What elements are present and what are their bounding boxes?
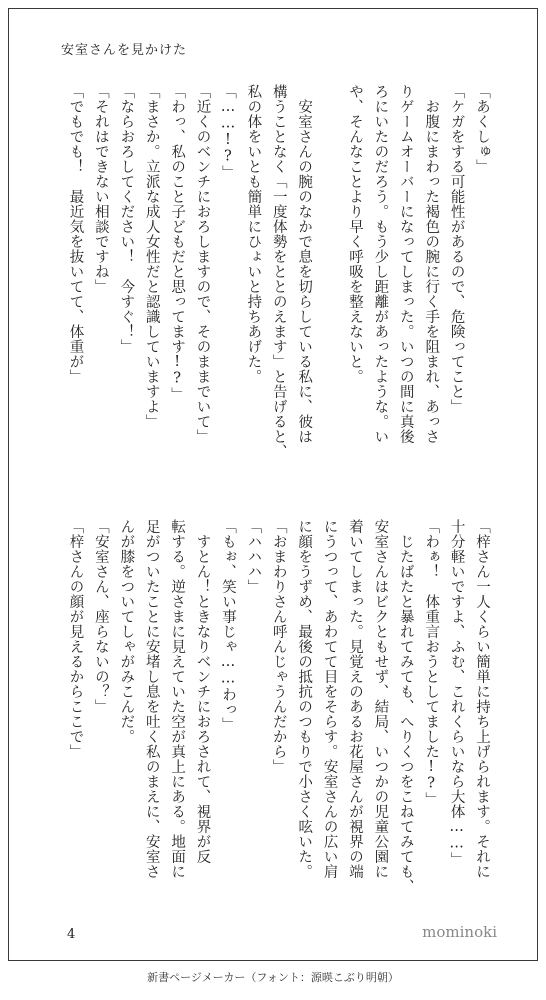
text-column: 「わっ、私のこと子どもだと思ってます!?」 — [169, 84, 186, 402]
text-column: 「ケガをする可能性があるので、危険ってこと」 — [448, 84, 465, 414]
book-page — [8, 8, 538, 961]
text-column: 「あくしゅ」 — [474, 84, 490, 174]
text-column: すとん！ときなりベンチにおろされて、視界が反 — [194, 519, 211, 864]
top-text-block — [57, 84, 489, 484]
text-column: 「ならおろしてください！ 今すぐ！」 — [118, 84, 135, 354]
text-column: 「安室さん、座らないの？」 — [92, 519, 109, 714]
text-column: りゲームオーバーになってしまった。いつの間に真後 — [397, 84, 414, 444]
text-column: 転する。逆さまに見えていた空が真上にある。地面に — [169, 519, 186, 879]
text-column: じたばたと暴れてみても、へりくつをこねてみても、 — [397, 519, 414, 894]
text-column: にうつって、あわてて目をそらす。安室さんの広い肩 — [321, 519, 338, 879]
text-column: ろにいたのだろう。もう少し距離があったような。い — [372, 84, 389, 444]
text-column: 「それはできない相談ですね」 — [92, 84, 109, 294]
text-column: 構うことなく「一度体勢をととのえます」と告げると、 — [270, 84, 287, 459]
text-column: 「梓さんの顔が見えるからここで」 — [67, 519, 84, 759]
text-column: 足がついたことに安堵し息を吐く私のまえに、安室さ — [143, 519, 160, 879]
text-column: 着いてしまった。見覚えのあるお花屋さんが視界の端 — [346, 519, 363, 879]
text-column: お腹にまわった褐色の腕に行く手を阻まれ、あっさ — [423, 84, 440, 444]
text-column — [311, 84, 336, 484]
page-number: 4 — [67, 927, 76, 942]
footer-caption: 新書ページメーカー（フォント：源暎こぶり明朝） — [147, 971, 399, 984]
text-column: や、そんなことより早く呼吸を整えないと。 — [346, 84, 363, 384]
text-column: 十分軽いですよ、ふむ、これくらいなら大体……」 — [448, 519, 465, 867]
text-column: 「わぁ！ 体重言おうとしてました!?」 — [423, 519, 440, 807]
text-column: に顔をうずめ、最後の抵抗のつもりで小さく呟いた。 — [296, 519, 313, 879]
text-column: 安室さんの腕のなかで息を切らしている私に、彼は — [296, 84, 313, 444]
text-column: 「まさか。立派な成人女性だと認識していますよ」 — [143, 84, 160, 429]
text-column: 私の体をいとも簡単にひょいと持ちあげた。 — [245, 84, 262, 384]
text-column: 「おまわりさん呼んじゃうんだから」 — [270, 519, 287, 774]
text-column: 「……!?」 — [219, 84, 236, 180]
text-column: 「近くのベンチにおろしますので、そのままでいて」 — [194, 84, 211, 444]
author-name: mominoki — [422, 923, 497, 941]
text-column: 「もぉ、笑い事じゃ……わっ」 — [219, 519, 236, 732]
text-column: 安室さんはビクともせず、結局、いつかの児童公園に — [372, 519, 389, 879]
chapter-title: 安室さんを見かけた — [61, 43, 188, 58]
bottom-text-block — [57, 519, 489, 919]
text-column: 「でもでも！ 最近気を抜いてて、体重が」 — [67, 84, 84, 384]
text-column: 「梓さん一人くらい簡単に持ち上げられます。それに — [474, 519, 490, 879]
text-column: 「ハハハ」 — [245, 519, 262, 594]
text-column: んが膝をついてしゃがみこんだ。 — [118, 519, 135, 744]
